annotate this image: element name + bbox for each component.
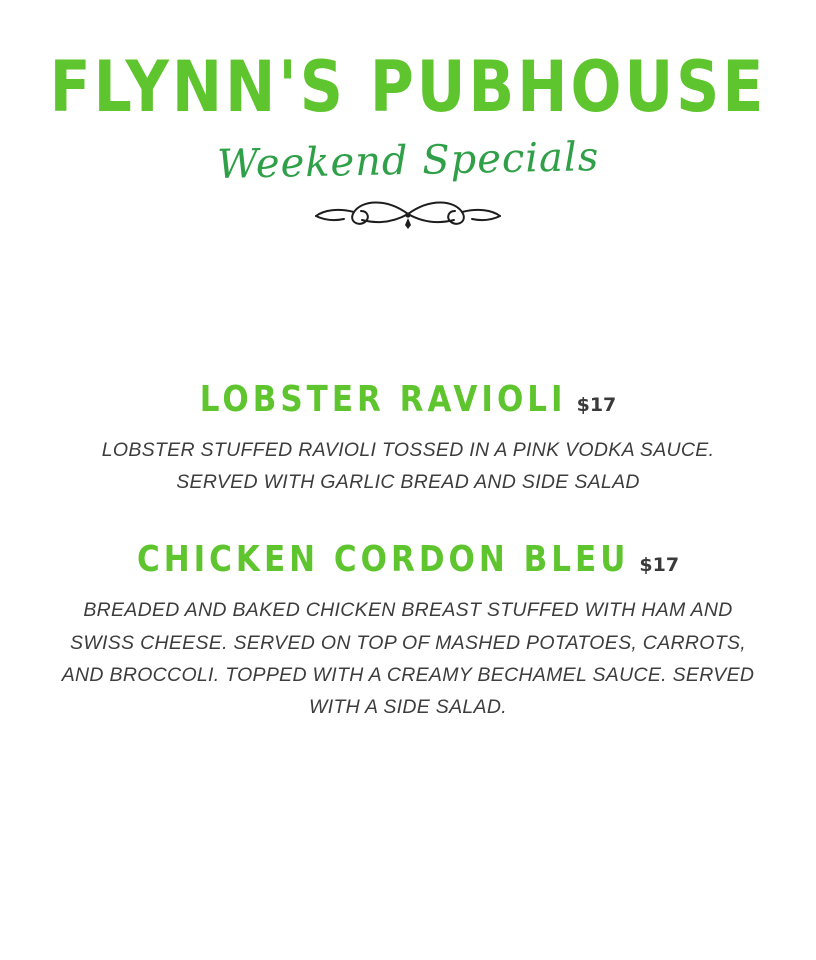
restaurant-name: FLYNN'S PUBHOUSE	[49, 46, 767, 129]
menu-subtitle: Weekend Specials	[216, 134, 600, 188]
menu-item-name: CHICKEN CORDON BLEU	[136, 538, 630, 581]
menu-header	[0, 0, 816, 234]
menu-item-heading	[40, 378, 776, 420]
ornamental-divider	[258, 194, 558, 234]
menu-item-price: $17	[576, 394, 617, 416]
menu-item-name: LOBSTER RAVIOLI	[199, 378, 567, 420]
menu-item-price: $17	[639, 554, 680, 577]
menu-item	[40, 538, 776, 723]
menu-item-heading	[40, 538, 776, 581]
menu-item-description: BREADED AND BAKED CHICKEN BREAST STUFFED WITH HAM AND SWISS CHEESE. SERVED ON TOP OF MASHED POTATOES, CARROTS, AND BROCCOLI. TOPPED WITH A CREAMY BECHAMEL SAUCE. SERVED WITH A SIDE SALAD.	[61, 599, 755, 718]
menu-items-list	[0, 378, 816, 723]
menu-item	[40, 378, 776, 498]
menu-item-description: LOBSTER STUFFED RAVIOLI TOSSED IN A PINK VODKA SAUCE. SERVED WITH GARLIC BREAD AND SIDE SALAD	[101, 439, 715, 494]
subtitle-wrapper	[0, 134, 816, 188]
